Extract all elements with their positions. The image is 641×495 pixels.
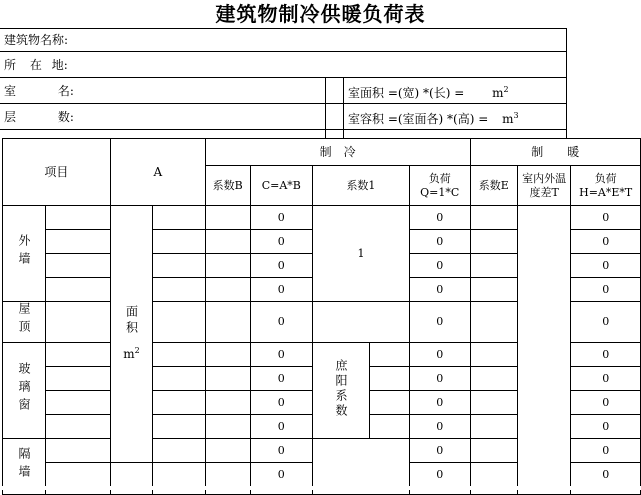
divider — [0, 129, 566, 130]
cell-c: 0 — [250, 254, 312, 278]
table-cell[interactable] — [153, 391, 206, 415]
location-label — [4, 56, 68, 73]
header-heating: 制 暖 — [470, 139, 640, 166]
volume-unit: m — [502, 112, 514, 126]
area-label-cell — [110, 206, 152, 463]
cell-h: 0 — [571, 367, 641, 391]
area-label: 面积 — [124, 305, 139, 337]
location-label-c: 地: — [51, 58, 68, 72]
table-cell[interactable] — [470, 343, 517, 367]
table-cell[interactable] — [46, 230, 111, 254]
cell-h: 0 — [571, 254, 641, 278]
volume-formula — [348, 110, 519, 127]
cell-h: 0 — [571, 278, 641, 302]
table-cell[interactable] — [470, 367, 517, 391]
floor-label — [4, 108, 74, 125]
table-cell[interactable] — [153, 367, 206, 391]
header-item: 项目 — [3, 139, 111, 206]
volume-unit-sup: 3 — [513, 111, 519, 120]
table-cell[interactable] — [470, 463, 517, 487]
header-temp-diff-2: 度差T — [529, 185, 559, 199]
cell-q: 0 — [409, 391, 470, 415]
table-cell[interactable] — [205, 391, 250, 415]
cell-h: 0 — [571, 463, 641, 487]
group-partition-label: 隔墙 — [17, 446, 31, 483]
divider — [343, 77, 344, 138]
header-temp-diff-1: 室内外温 — [522, 171, 567, 185]
cell-c: 0 — [250, 439, 312, 463]
table-cell[interactable] — [153, 302, 206, 343]
header-a: A — [110, 139, 205, 206]
table-cell[interactable] — [205, 463, 250, 487]
table-cell[interactable] — [153, 278, 206, 302]
cell-h: 0 — [571, 230, 641, 254]
table-cell[interactable] — [46, 206, 111, 230]
volume-formula-text: 室容积 =(室面各) *(高) = — [348, 112, 489, 126]
table-cell[interactable] — [153, 343, 206, 367]
cell-q: 0 — [409, 302, 470, 343]
table-cell[interactable] — [205, 367, 250, 391]
table-cell[interactable] — [205, 343, 250, 367]
table-cell[interactable] — [470, 415, 517, 439]
table-cell[interactable] — [313, 302, 410, 343]
table-cell[interactable] — [46, 391, 111, 415]
table-cell[interactable] — [205, 254, 250, 278]
divider — [0, 103, 566, 104]
cell-q: 0 — [409, 278, 470, 302]
cell-c: 0 — [250, 391, 312, 415]
cell-q: 0 — [409, 439, 470, 463]
cell-h: 0 — [571, 439, 641, 463]
group-glass-window-label: 玻璃窗 — [17, 361, 31, 416]
divider — [0, 51, 566, 52]
table-cell[interactable] — [470, 391, 517, 415]
table-cell[interactable] — [205, 230, 250, 254]
shade-label: 庶阳系数 — [334, 358, 349, 419]
header-load-h — [571, 166, 641, 206]
header-coef-e: 系数E — [470, 166, 517, 206]
header-load-h-1: 负荷 — [594, 171, 617, 185]
area-unit-sup: 2 — [503, 85, 509, 94]
area-label-sup: 2 — [134, 346, 140, 355]
cell-c: 0 — [250, 463, 312, 487]
cell-c: 0 — [250, 367, 312, 391]
table-cell[interactable] — [153, 463, 206, 487]
header-load-h-2: H=A*E*T — [579, 185, 633, 199]
table-cell[interactable] — [370, 367, 410, 391]
area-unit: m — [492, 86, 504, 100]
cell-c: 0 — [250, 278, 312, 302]
coef-1-value: 1 — [313, 206, 410, 302]
area-formula-text: 室面积 =(宽) *(长) = — [348, 86, 465, 100]
table-cell[interactable] — [205, 278, 250, 302]
area-label-unit: m — [123, 347, 135, 361]
cell-q: 0 — [409, 254, 470, 278]
page-bottom-edge — [0, 486, 641, 490]
header-coef-1: 系数1 — [313, 166, 410, 206]
divider — [0, 28, 566, 29]
table-cell[interactable] — [205, 302, 250, 343]
table-cell[interactable] — [46, 367, 111, 391]
table-cell[interactable] — [370, 391, 410, 415]
divider — [0, 77, 566, 78]
table-cell[interactable] — [153, 206, 206, 230]
cell-q: 0 — [409, 367, 470, 391]
table-cell[interactable] — [205, 415, 250, 439]
table-cell[interactable] — [153, 439, 206, 463]
room-label-b: 名: — [57, 84, 74, 98]
header-load-q — [409, 166, 470, 206]
header-load-q-1: 负荷 — [428, 171, 451, 185]
table-cell[interactable] — [46, 463, 111, 487]
room-label — [4, 82, 74, 99]
cell-h: 0 — [571, 391, 641, 415]
table-cell[interactable] — [470, 278, 517, 302]
header-cooling: 制 冷 — [205, 139, 470, 166]
header-load-q-2: Q=1*C — [420, 185, 460, 199]
cell-c: 0 — [250, 415, 312, 439]
header-temp-diff — [517, 166, 570, 206]
table-cell[interactable] — [470, 302, 517, 343]
cell-c: 0 — [250, 230, 312, 254]
load-table — [2, 138, 641, 495]
table-cell[interactable] — [46, 278, 111, 302]
cell-h: 0 — [571, 206, 641, 230]
cell-c: 0 — [250, 206, 312, 230]
location-label-b: 在 — [29, 58, 42, 72]
floor-label-a: 层 — [4, 110, 17, 124]
group-outer-wall-label: 外墙 — [17, 233, 31, 270]
table-cell[interactable] — [470, 206, 517, 230]
table-cell[interactable] — [46, 254, 111, 278]
cell-q: 0 — [409, 230, 470, 254]
table-cell[interactable] — [153, 230, 206, 254]
table-cell[interactable] — [370, 415, 410, 439]
building-name-label: 建筑物名称: — [4, 33, 69, 47]
cell-h: 0 — [571, 302, 641, 343]
table-cell[interactable] — [205, 439, 250, 463]
table-cell[interactable] — [46, 302, 111, 343]
table-cell[interactable] — [517, 206, 570, 495]
cell-c: 0 — [250, 343, 312, 367]
header-coef-b: 系数B — [205, 166, 250, 206]
page-title: 建筑物制冷供暖负荷表 — [215, 2, 426, 26]
group-roof — [3, 302, 46, 343]
table-cell[interactable] — [110, 463, 152, 487]
cell-q: 0 — [409, 463, 470, 487]
header-c-formula: C=A*B — [250, 166, 312, 206]
cell-q: 0 — [409, 343, 470, 367]
group-roof-label: 屋顶 — [17, 302, 31, 338]
table-cell[interactable] — [470, 254, 517, 278]
group-outer-wall — [3, 206, 46, 302]
group-glass-window — [3, 343, 46, 439]
divider — [566, 28, 567, 138]
table-cell[interactable] — [205, 206, 250, 230]
cell-h: 0 — [571, 415, 641, 439]
cell-q: 0 — [409, 415, 470, 439]
table-cell[interactable] — [470, 439, 517, 463]
cell-h: 0 — [571, 343, 641, 367]
room-label-a: 室 — [4, 84, 17, 98]
cell-c: 0 — [250, 302, 312, 343]
table-cell[interactable] — [153, 254, 206, 278]
table-cell[interactable] — [46, 439, 111, 463]
shade-cell — [313, 343, 370, 439]
table-cell[interactable] — [370, 343, 410, 367]
table-cell[interactable] — [46, 343, 111, 367]
floor-label-b: 数: — [57, 110, 74, 124]
cell-q: 0 — [409, 206, 470, 230]
table-cell[interactable] — [470, 230, 517, 254]
divider — [325, 77, 326, 138]
area-formula — [348, 84, 509, 101]
table-cell[interactable] — [153, 415, 206, 439]
location-label-a: 所 — [4, 58, 17, 72]
table-cell[interactable] — [46, 415, 111, 439]
